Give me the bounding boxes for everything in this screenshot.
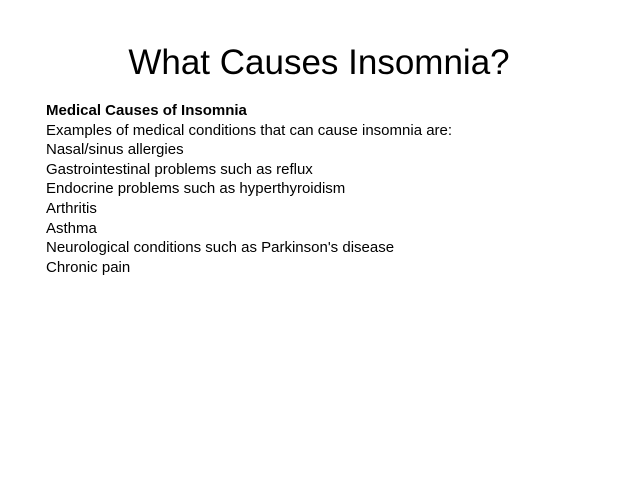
- list-item: Nasal/sinus allergies: [46, 141, 184, 159]
- slide-body: [46, 101, 606, 277]
- slide-title: What Causes Insomnia?: [128, 43, 510, 82]
- list-item: Neurological conditions such as Parkinson's disease: [46, 239, 395, 257]
- list-item: Gastrointestinal problems such as reflux: [46, 160, 313, 178]
- list-item: Endocrine problems such as hyperthyroidism: [46, 180, 346, 198]
- list-item: Asthma: [46, 219, 97, 237]
- section-heading: Medical Causes of Insomnia: [46, 102, 247, 119]
- list-item: Chronic pain: [46, 258, 131, 276]
- intro-text: Examples of medical conditions that can cause insomnia are:: [46, 121, 453, 139]
- list-item: Arthritis: [46, 199, 97, 217]
